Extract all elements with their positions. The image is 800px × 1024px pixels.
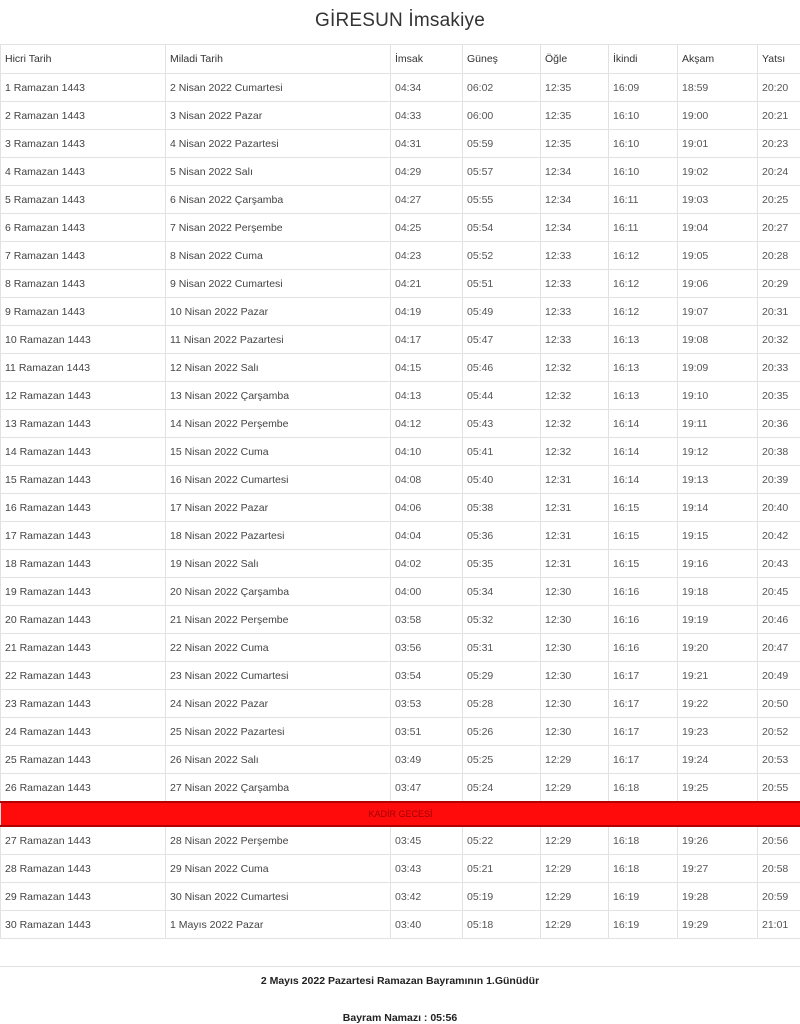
cell-ikindi: 16:19 bbox=[609, 911, 678, 939]
cell-ogle: 12:29 bbox=[541, 855, 609, 883]
cell-gunes: 05:52 bbox=[463, 242, 541, 270]
table-row bbox=[1, 578, 800, 606]
cell-imsak: 03:49 bbox=[391, 746, 463, 774]
cell-aksam: 19:08 bbox=[678, 326, 758, 354]
cell-ogle: 12:30 bbox=[541, 662, 609, 690]
cell-hicri-tarih: 7 Ramazan 1443 bbox=[1, 242, 166, 270]
column-header-aksam: Akşam bbox=[678, 45, 758, 74]
cell-ikindi: 16:10 bbox=[609, 130, 678, 158]
table-row bbox=[1, 662, 800, 690]
cell-ikindi: 16:14 bbox=[609, 438, 678, 466]
cell-ikindi: 16:14 bbox=[609, 466, 678, 494]
cell-ogle: 12:31 bbox=[541, 494, 609, 522]
cell-hicri-tarih: 11 Ramazan 1443 bbox=[1, 354, 166, 382]
page-title: GİRESUN İmsakiye bbox=[0, 0, 800, 44]
cell-miladi-tarih: 7 Nisan 2022 Perşembe bbox=[166, 214, 391, 242]
cell-aksam: 19:15 bbox=[678, 522, 758, 550]
cell-ikindi: 16:13 bbox=[609, 382, 678, 410]
cell-hicri-tarih: 20 Ramazan 1443 bbox=[1, 606, 166, 634]
cell-imsak: 03:51 bbox=[391, 718, 463, 746]
cell-ikindi: 16:10 bbox=[609, 158, 678, 186]
footer bbox=[0, 966, 800, 1024]
cell-miladi-tarih: 16 Nisan 2022 Cumartesi bbox=[166, 466, 391, 494]
cell-ikindi: 16:17 bbox=[609, 662, 678, 690]
table-row bbox=[1, 158, 800, 186]
cell-yatsi: 20:29 bbox=[758, 270, 800, 298]
table-row bbox=[1, 522, 800, 550]
cell-ikindi: 16:15 bbox=[609, 522, 678, 550]
cell-hicri-tarih: 13 Ramazan 1443 bbox=[1, 410, 166, 438]
cell-miladi-tarih: 25 Nisan 2022 Pazartesi bbox=[166, 718, 391, 746]
cell-hicri-tarih: 1 Ramazan 1443 bbox=[1, 74, 166, 102]
cell-imsak: 03:42 bbox=[391, 883, 463, 911]
cell-ikindi: 16:17 bbox=[609, 690, 678, 718]
cell-gunes: 05:54 bbox=[463, 214, 541, 242]
cell-gunes: 05:51 bbox=[463, 270, 541, 298]
cell-gunes: 05:36 bbox=[463, 522, 541, 550]
cell-aksam: 19:00 bbox=[678, 102, 758, 130]
cell-aksam: 19:13 bbox=[678, 466, 758, 494]
cell-imsak: 04:06 bbox=[391, 494, 463, 522]
cell-gunes: 05:55 bbox=[463, 186, 541, 214]
cell-miladi-tarih: 8 Nisan 2022 Cuma bbox=[166, 242, 391, 270]
cell-miladi-tarih: 11 Nisan 2022 Pazartesi bbox=[166, 326, 391, 354]
cell-aksam: 19:26 bbox=[678, 826, 758, 855]
column-header-imsak: İmsak bbox=[391, 45, 463, 74]
cell-ikindi: 16:15 bbox=[609, 494, 678, 522]
cell-hicri-tarih: 26 Ramazan 1443 bbox=[1, 774, 166, 803]
cell-yatsi: 20:25 bbox=[758, 186, 800, 214]
cell-ikindi: 16:12 bbox=[609, 298, 678, 326]
table-header-row bbox=[1, 45, 800, 74]
cell-aksam: 19:07 bbox=[678, 298, 758, 326]
cell-miladi-tarih: 22 Nisan 2022 Cuma bbox=[166, 634, 391, 662]
cell-miladi-tarih: 10 Nisan 2022 Pazar bbox=[166, 298, 391, 326]
table-row bbox=[1, 410, 800, 438]
bayram-info: 2 Mayıs 2022 Pazartesi Ramazan Bayramının 1.Günüdür bbox=[0, 967, 800, 1001]
cell-imsak: 04:08 bbox=[391, 466, 463, 494]
cell-hicri-tarih: 12 Ramazan 1443 bbox=[1, 382, 166, 410]
column-header-miladi-tarih: Miladi Tarih bbox=[166, 45, 391, 74]
cell-hicri-tarih: 29 Ramazan 1443 bbox=[1, 883, 166, 911]
cell-aksam: 19:10 bbox=[678, 382, 758, 410]
cell-miladi-tarih: 6 Nisan 2022 Çarşamba bbox=[166, 186, 391, 214]
cell-ogle: 12:35 bbox=[541, 130, 609, 158]
cell-ogle: 12:29 bbox=[541, 826, 609, 855]
cell-imsak: 04:27 bbox=[391, 186, 463, 214]
cell-ogle: 12:34 bbox=[541, 214, 609, 242]
cell-ogle: 12:34 bbox=[541, 186, 609, 214]
cell-gunes: 05:57 bbox=[463, 158, 541, 186]
cell-ogle: 12:31 bbox=[541, 522, 609, 550]
table-row bbox=[1, 634, 800, 662]
cell-imsak: 03:58 bbox=[391, 606, 463, 634]
table-row bbox=[1, 326, 800, 354]
cell-miladi-tarih: 24 Nisan 2022 Pazar bbox=[166, 690, 391, 718]
cell-hicri-tarih: 28 Ramazan 1443 bbox=[1, 855, 166, 883]
cell-yatsi: 20:27 bbox=[758, 214, 800, 242]
column-header-ikindi: İkindi bbox=[609, 45, 678, 74]
cell-yatsi: 20:45 bbox=[758, 578, 800, 606]
cell-aksam: 19:27 bbox=[678, 855, 758, 883]
cell-imsak: 04:29 bbox=[391, 158, 463, 186]
table-row bbox=[1, 466, 800, 494]
cell-hicri-tarih: 23 Ramazan 1443 bbox=[1, 690, 166, 718]
table-row bbox=[1, 186, 800, 214]
cell-gunes: 05:46 bbox=[463, 354, 541, 382]
cell-hicri-tarih: 19 Ramazan 1443 bbox=[1, 578, 166, 606]
cell-aksam: 19:24 bbox=[678, 746, 758, 774]
cell-aksam: 19:09 bbox=[678, 354, 758, 382]
cell-gunes: 05:47 bbox=[463, 326, 541, 354]
cell-ogle: 12:33 bbox=[541, 242, 609, 270]
cell-miladi-tarih: 19 Nisan 2022 Salı bbox=[166, 550, 391, 578]
cell-ogle: 12:32 bbox=[541, 438, 609, 466]
table-row bbox=[1, 298, 800, 326]
cell-imsak: 04:10 bbox=[391, 438, 463, 466]
cell-ikindi: 16:13 bbox=[609, 354, 678, 382]
cell-aksam: 18:59 bbox=[678, 74, 758, 102]
table-row bbox=[1, 494, 800, 522]
cell-aksam: 19:28 bbox=[678, 883, 758, 911]
cell-miladi-tarih: 3 Nisan 2022 Pazar bbox=[166, 102, 391, 130]
cell-ogle: 12:32 bbox=[541, 382, 609, 410]
cell-miladi-tarih: 1 Mayıs 2022 Pazar bbox=[166, 911, 391, 939]
cell-ikindi: 16:13 bbox=[609, 326, 678, 354]
cell-hicri-tarih: 27 Ramazan 1443 bbox=[1, 826, 166, 855]
cell-imsak: 03:56 bbox=[391, 634, 463, 662]
cell-ikindi: 16:14 bbox=[609, 410, 678, 438]
cell-yatsi: 20:47 bbox=[758, 634, 800, 662]
cell-yatsi: 20:52 bbox=[758, 718, 800, 746]
cell-aksam: 19:29 bbox=[678, 911, 758, 939]
cell-ikindi: 16:18 bbox=[609, 826, 678, 855]
cell-yatsi: 20:39 bbox=[758, 466, 800, 494]
cell-ikindi: 16:16 bbox=[609, 578, 678, 606]
cell-yatsi: 20:46 bbox=[758, 606, 800, 634]
cell-yatsi: 20:50 bbox=[758, 690, 800, 718]
cell-yatsi: 20:21 bbox=[758, 102, 800, 130]
cell-miladi-tarih: 18 Nisan 2022 Pazartesi bbox=[166, 522, 391, 550]
cell-miladi-tarih: 20 Nisan 2022 Çarşamba bbox=[166, 578, 391, 606]
cell-ikindi: 16:10 bbox=[609, 102, 678, 130]
cell-yatsi: 20:36 bbox=[758, 410, 800, 438]
column-header-yatsi: Yatsı bbox=[758, 45, 800, 74]
cell-ogle: 12:30 bbox=[541, 634, 609, 662]
table-row bbox=[1, 855, 800, 883]
cell-hicri-tarih: 24 Ramazan 1443 bbox=[1, 718, 166, 746]
cell-ogle: 12:32 bbox=[541, 410, 609, 438]
cell-yatsi: 20:59 bbox=[758, 883, 800, 911]
cell-miladi-tarih: 21 Nisan 2022 Perşembe bbox=[166, 606, 391, 634]
cell-ogle: 12:29 bbox=[541, 746, 609, 774]
cell-miladi-tarih: 14 Nisan 2022 Perşembe bbox=[166, 410, 391, 438]
cell-hicri-tarih: 3 Ramazan 1443 bbox=[1, 130, 166, 158]
table-body bbox=[1, 74, 800, 939]
cell-imsak: 04:17 bbox=[391, 326, 463, 354]
cell-gunes: 05:34 bbox=[463, 578, 541, 606]
cell-aksam: 19:11 bbox=[678, 410, 758, 438]
cell-miladi-tarih: 27 Nisan 2022 Çarşamba bbox=[166, 774, 391, 803]
cell-ikindi: 16:11 bbox=[609, 186, 678, 214]
cell-ogle: 12:31 bbox=[541, 550, 609, 578]
cell-ogle: 12:30 bbox=[541, 690, 609, 718]
table-row bbox=[1, 826, 800, 855]
cell-miladi-tarih: 23 Nisan 2022 Cumartesi bbox=[166, 662, 391, 690]
cell-ikindi: 16:15 bbox=[609, 550, 678, 578]
table-row bbox=[1, 130, 800, 158]
cell-hicri-tarih: 10 Ramazan 1443 bbox=[1, 326, 166, 354]
cell-imsak: 04:34 bbox=[391, 74, 463, 102]
table-row bbox=[1, 438, 800, 466]
cell-aksam: 19:25 bbox=[678, 774, 758, 803]
cell-yatsi: 20:42 bbox=[758, 522, 800, 550]
cell-miladi-tarih: 2 Nisan 2022 Cumartesi bbox=[166, 74, 391, 102]
cell-yatsi: 20:24 bbox=[758, 158, 800, 186]
cell-aksam: 19:05 bbox=[678, 242, 758, 270]
cell-ogle: 12:29 bbox=[541, 911, 609, 939]
cell-imsak: 04:13 bbox=[391, 382, 463, 410]
cell-ikindi: 16:11 bbox=[609, 214, 678, 242]
cell-yatsi: 20:33 bbox=[758, 354, 800, 382]
bayram-namazi-time: Bayram Namazı : 05:56 bbox=[0, 1001, 800, 1024]
cell-miladi-tarih: 29 Nisan 2022 Cuma bbox=[166, 855, 391, 883]
cell-yatsi: 20:49 bbox=[758, 662, 800, 690]
cell-gunes: 05:40 bbox=[463, 466, 541, 494]
cell-imsak: 04:21 bbox=[391, 270, 463, 298]
cell-miladi-tarih: 5 Nisan 2022 Salı bbox=[166, 158, 391, 186]
cell-ikindi: 16:16 bbox=[609, 606, 678, 634]
cell-hicri-tarih: 6 Ramazan 1443 bbox=[1, 214, 166, 242]
table-row bbox=[1, 718, 800, 746]
column-header-ogle: Öğle bbox=[541, 45, 609, 74]
cell-imsak: 04:04 bbox=[391, 522, 463, 550]
cell-ogle: 12:29 bbox=[541, 883, 609, 911]
cell-yatsi: 20:58 bbox=[758, 855, 800, 883]
kadir-gecesi-row bbox=[1, 802, 800, 826]
cell-miladi-tarih: 12 Nisan 2022 Salı bbox=[166, 354, 391, 382]
cell-gunes: 05:35 bbox=[463, 550, 541, 578]
cell-imsak: 04:23 bbox=[391, 242, 463, 270]
cell-miladi-tarih: 28 Nisan 2022 Perşembe bbox=[166, 826, 391, 855]
cell-aksam: 19:02 bbox=[678, 158, 758, 186]
cell-yatsi: 20:43 bbox=[758, 550, 800, 578]
cell-ogle: 12:33 bbox=[541, 298, 609, 326]
cell-aksam: 19:22 bbox=[678, 690, 758, 718]
cell-ikindi: 16:12 bbox=[609, 242, 678, 270]
table-row bbox=[1, 883, 800, 911]
cell-yatsi: 20:35 bbox=[758, 382, 800, 410]
cell-gunes: 05:43 bbox=[463, 410, 541, 438]
imsakiye-table bbox=[0, 44, 800, 939]
cell-gunes: 05:26 bbox=[463, 718, 541, 746]
cell-aksam: 19:14 bbox=[678, 494, 758, 522]
cell-miladi-tarih: 17 Nisan 2022 Pazar bbox=[166, 494, 391, 522]
cell-hicri-tarih: 8 Ramazan 1443 bbox=[1, 270, 166, 298]
column-header-gunes: Güneş bbox=[463, 45, 541, 74]
cell-ogle: 12:33 bbox=[541, 326, 609, 354]
cell-gunes: 05:59 bbox=[463, 130, 541, 158]
cell-ogle: 12:29 bbox=[541, 774, 609, 803]
cell-gunes: 05:21 bbox=[463, 855, 541, 883]
cell-gunes: 05:31 bbox=[463, 634, 541, 662]
cell-imsak: 04:25 bbox=[391, 214, 463, 242]
cell-hicri-tarih: 15 Ramazan 1443 bbox=[1, 466, 166, 494]
kadir-gecesi-label: KADİR GECESİ bbox=[1, 802, 800, 826]
cell-yatsi: 20:28 bbox=[758, 242, 800, 270]
cell-ikindi: 16:09 bbox=[609, 74, 678, 102]
cell-imsak: 04:02 bbox=[391, 550, 463, 578]
cell-gunes: 05:32 bbox=[463, 606, 541, 634]
cell-gunes: 05:18 bbox=[463, 911, 541, 939]
cell-gunes: 05:49 bbox=[463, 298, 541, 326]
cell-yatsi: 20:53 bbox=[758, 746, 800, 774]
cell-yatsi: 20:38 bbox=[758, 438, 800, 466]
cell-hicri-tarih: 2 Ramazan 1443 bbox=[1, 102, 166, 130]
cell-hicri-tarih: 5 Ramazan 1443 bbox=[1, 186, 166, 214]
cell-aksam: 19:04 bbox=[678, 214, 758, 242]
table-row bbox=[1, 746, 800, 774]
table-row bbox=[1, 242, 800, 270]
cell-imsak: 04:33 bbox=[391, 102, 463, 130]
cell-imsak: 03:53 bbox=[391, 690, 463, 718]
cell-ogle: 12:31 bbox=[541, 466, 609, 494]
cell-hicri-tarih: 9 Ramazan 1443 bbox=[1, 298, 166, 326]
cell-hicri-tarih: 21 Ramazan 1443 bbox=[1, 634, 166, 662]
table-row bbox=[1, 270, 800, 298]
cell-aksam: 19:21 bbox=[678, 662, 758, 690]
cell-hicri-tarih: 22 Ramazan 1443 bbox=[1, 662, 166, 690]
cell-miladi-tarih: 4 Nisan 2022 Pazartesi bbox=[166, 130, 391, 158]
cell-miladi-tarih: 26 Nisan 2022 Salı bbox=[166, 746, 391, 774]
table-row bbox=[1, 550, 800, 578]
cell-imsak: 04:31 bbox=[391, 130, 463, 158]
table-row bbox=[1, 911, 800, 939]
cell-ikindi: 16:12 bbox=[609, 270, 678, 298]
column-header-hicri-tarih: Hicri Tarih bbox=[1, 45, 166, 74]
cell-yatsi: 20:55 bbox=[758, 774, 800, 803]
cell-ogle: 12:33 bbox=[541, 270, 609, 298]
cell-aksam: 19:19 bbox=[678, 606, 758, 634]
cell-aksam: 19:16 bbox=[678, 550, 758, 578]
cell-imsak: 03:43 bbox=[391, 855, 463, 883]
cell-miladi-tarih: 30 Nisan 2022 Cumartesi bbox=[166, 883, 391, 911]
table-row bbox=[1, 606, 800, 634]
cell-hicri-tarih: 30 Ramazan 1443 bbox=[1, 911, 166, 939]
cell-ikindi: 16:17 bbox=[609, 746, 678, 774]
cell-imsak: 03:40 bbox=[391, 911, 463, 939]
cell-ikindi: 16:17 bbox=[609, 718, 678, 746]
cell-yatsi: 20:40 bbox=[758, 494, 800, 522]
cell-aksam: 19:20 bbox=[678, 634, 758, 662]
cell-imsak: 03:45 bbox=[391, 826, 463, 855]
cell-imsak: 03:54 bbox=[391, 662, 463, 690]
cell-hicri-tarih: 25 Ramazan 1443 bbox=[1, 746, 166, 774]
cell-miladi-tarih: 13 Nisan 2022 Çarşamba bbox=[166, 382, 391, 410]
table-row bbox=[1, 774, 800, 803]
cell-ogle: 12:30 bbox=[541, 718, 609, 746]
cell-hicri-tarih: 17 Ramazan 1443 bbox=[1, 522, 166, 550]
cell-imsak: 04:19 bbox=[391, 298, 463, 326]
cell-imsak: 04:15 bbox=[391, 354, 463, 382]
cell-gunes: 05:44 bbox=[463, 382, 541, 410]
cell-miladi-tarih: 9 Nisan 2022 Cumartesi bbox=[166, 270, 391, 298]
cell-ogle: 12:35 bbox=[541, 74, 609, 102]
cell-yatsi: 21:01 bbox=[758, 911, 800, 939]
cell-gunes: 05:19 bbox=[463, 883, 541, 911]
cell-aksam: 19:03 bbox=[678, 186, 758, 214]
cell-ikindi: 16:16 bbox=[609, 634, 678, 662]
cell-aksam: 19:18 bbox=[678, 578, 758, 606]
cell-gunes: 05:38 bbox=[463, 494, 541, 522]
cell-imsak: 04:00 bbox=[391, 578, 463, 606]
cell-yatsi: 20:32 bbox=[758, 326, 800, 354]
cell-aksam: 19:06 bbox=[678, 270, 758, 298]
cell-hicri-tarih: 16 Ramazan 1443 bbox=[1, 494, 166, 522]
table-row bbox=[1, 74, 800, 102]
cell-gunes: 06:00 bbox=[463, 102, 541, 130]
cell-hicri-tarih: 18 Ramazan 1443 bbox=[1, 550, 166, 578]
cell-yatsi: 20:31 bbox=[758, 298, 800, 326]
cell-gunes: 06:02 bbox=[463, 74, 541, 102]
cell-hicri-tarih: 14 Ramazan 1443 bbox=[1, 438, 166, 466]
cell-ikindi: 16:19 bbox=[609, 883, 678, 911]
cell-ogle: 12:34 bbox=[541, 158, 609, 186]
cell-gunes: 05:22 bbox=[463, 826, 541, 855]
cell-gunes: 05:29 bbox=[463, 662, 541, 690]
cell-ogle: 12:30 bbox=[541, 606, 609, 634]
table-row bbox=[1, 102, 800, 130]
cell-aksam: 19:01 bbox=[678, 130, 758, 158]
cell-miladi-tarih: 15 Nisan 2022 Cuma bbox=[166, 438, 391, 466]
cell-hicri-tarih: 4 Ramazan 1443 bbox=[1, 158, 166, 186]
cell-yatsi: 20:20 bbox=[758, 74, 800, 102]
cell-yatsi: 20:56 bbox=[758, 826, 800, 855]
table-row bbox=[1, 690, 800, 718]
cell-yatsi: 20:23 bbox=[758, 130, 800, 158]
cell-ikindi: 16:18 bbox=[609, 774, 678, 803]
cell-ikindi: 16:18 bbox=[609, 855, 678, 883]
cell-aksam: 19:12 bbox=[678, 438, 758, 466]
cell-ogle: 12:30 bbox=[541, 578, 609, 606]
cell-ogle: 12:32 bbox=[541, 354, 609, 382]
cell-imsak: 04:12 bbox=[391, 410, 463, 438]
cell-aksam: 19:23 bbox=[678, 718, 758, 746]
cell-gunes: 05:28 bbox=[463, 690, 541, 718]
cell-ogle: 12:35 bbox=[541, 102, 609, 130]
cell-imsak: 03:47 bbox=[391, 774, 463, 803]
table-row bbox=[1, 354, 800, 382]
cell-gunes: 05:25 bbox=[463, 746, 541, 774]
table-row bbox=[1, 382, 800, 410]
cell-gunes: 05:41 bbox=[463, 438, 541, 466]
cell-gunes: 05:24 bbox=[463, 774, 541, 803]
table-row bbox=[1, 214, 800, 242]
